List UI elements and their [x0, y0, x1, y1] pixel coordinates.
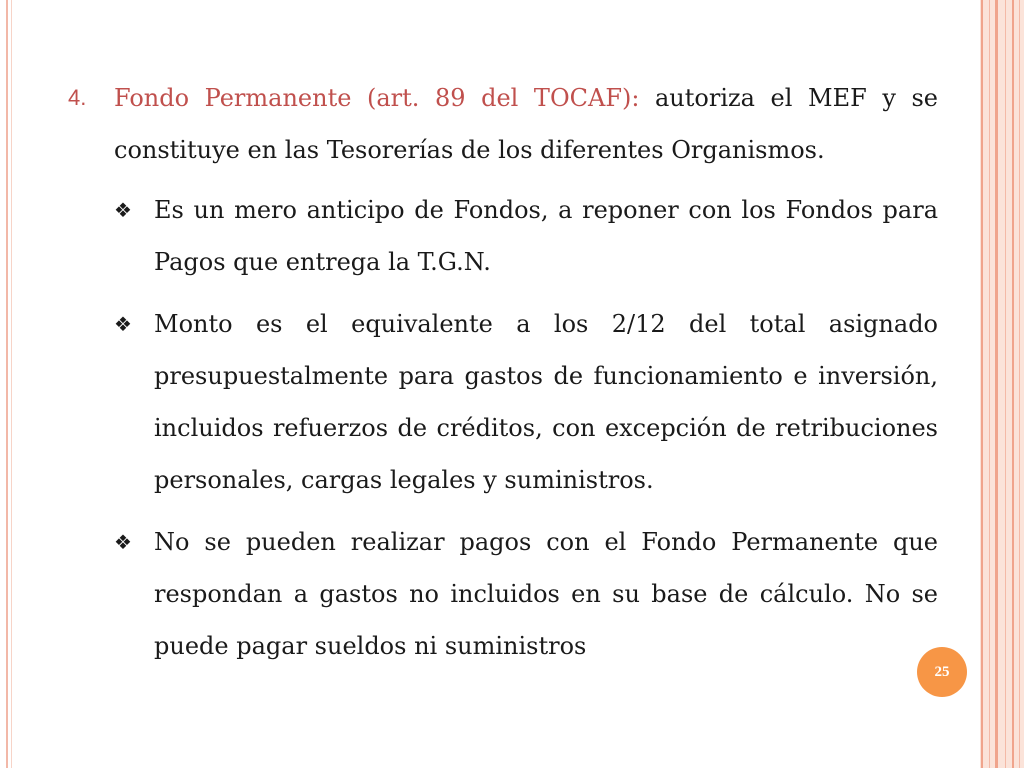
item-text: [114, 72, 938, 176]
right-stripe: [989, 0, 990, 768]
item-number: 4.: [68, 85, 87, 110]
bullet-item: [114, 516, 938, 672]
right-decorative-band: [980, 0, 1024, 768]
numbered-item: [68, 72, 938, 176]
right-stripe: [981, 0, 983, 768]
bullet-text: No se pueden realizar pagos con el Fondo Permanente que respondan a gastos no incluidos en su base de cálculo. No se puede pagar sueldos ni suministros: [154, 528, 938, 660]
page-number-badge: 25: [917, 647, 967, 697]
right-stripe: [1019, 0, 1020, 768]
bullet-text: Es un mero anticipo de Fondos, a reponer con los Fondos para Pagos que entrega la T.G.N.: [154, 196, 938, 276]
right-stripe: [1005, 0, 1006, 768]
bullet-list: [114, 184, 938, 672]
diamond-bullet-icon: ❖: [114, 530, 132, 554]
bullet-item: [114, 298, 938, 506]
bullet-item: [114, 184, 938, 288]
left-border-line: [6, 0, 8, 768]
item-body: autoriza el MEF y se constituye en las Tesorerías de los diferentes Organismos.: [114, 84, 938, 164]
bullet-text: Monto es el equivalente a los 2/12 del total asignado presupuestalmente para gastos de funcionamiento e inversión, incluidos refuerzos de créditos, con excepción de retribuciones personales, cargas legales y suministros.: [154, 310, 938, 494]
item-highlight: Fondo Permanente (art. 89 del TOCAF):: [114, 84, 640, 112]
right-stripe: [995, 0, 998, 768]
diamond-bullet-icon: ❖: [114, 312, 132, 336]
slide-content: [68, 72, 938, 682]
diamond-bullet-icon: ❖: [114, 198, 132, 222]
left-border-line-inner: [11, 0, 12, 768]
right-stripe: [1012, 0, 1014, 768]
